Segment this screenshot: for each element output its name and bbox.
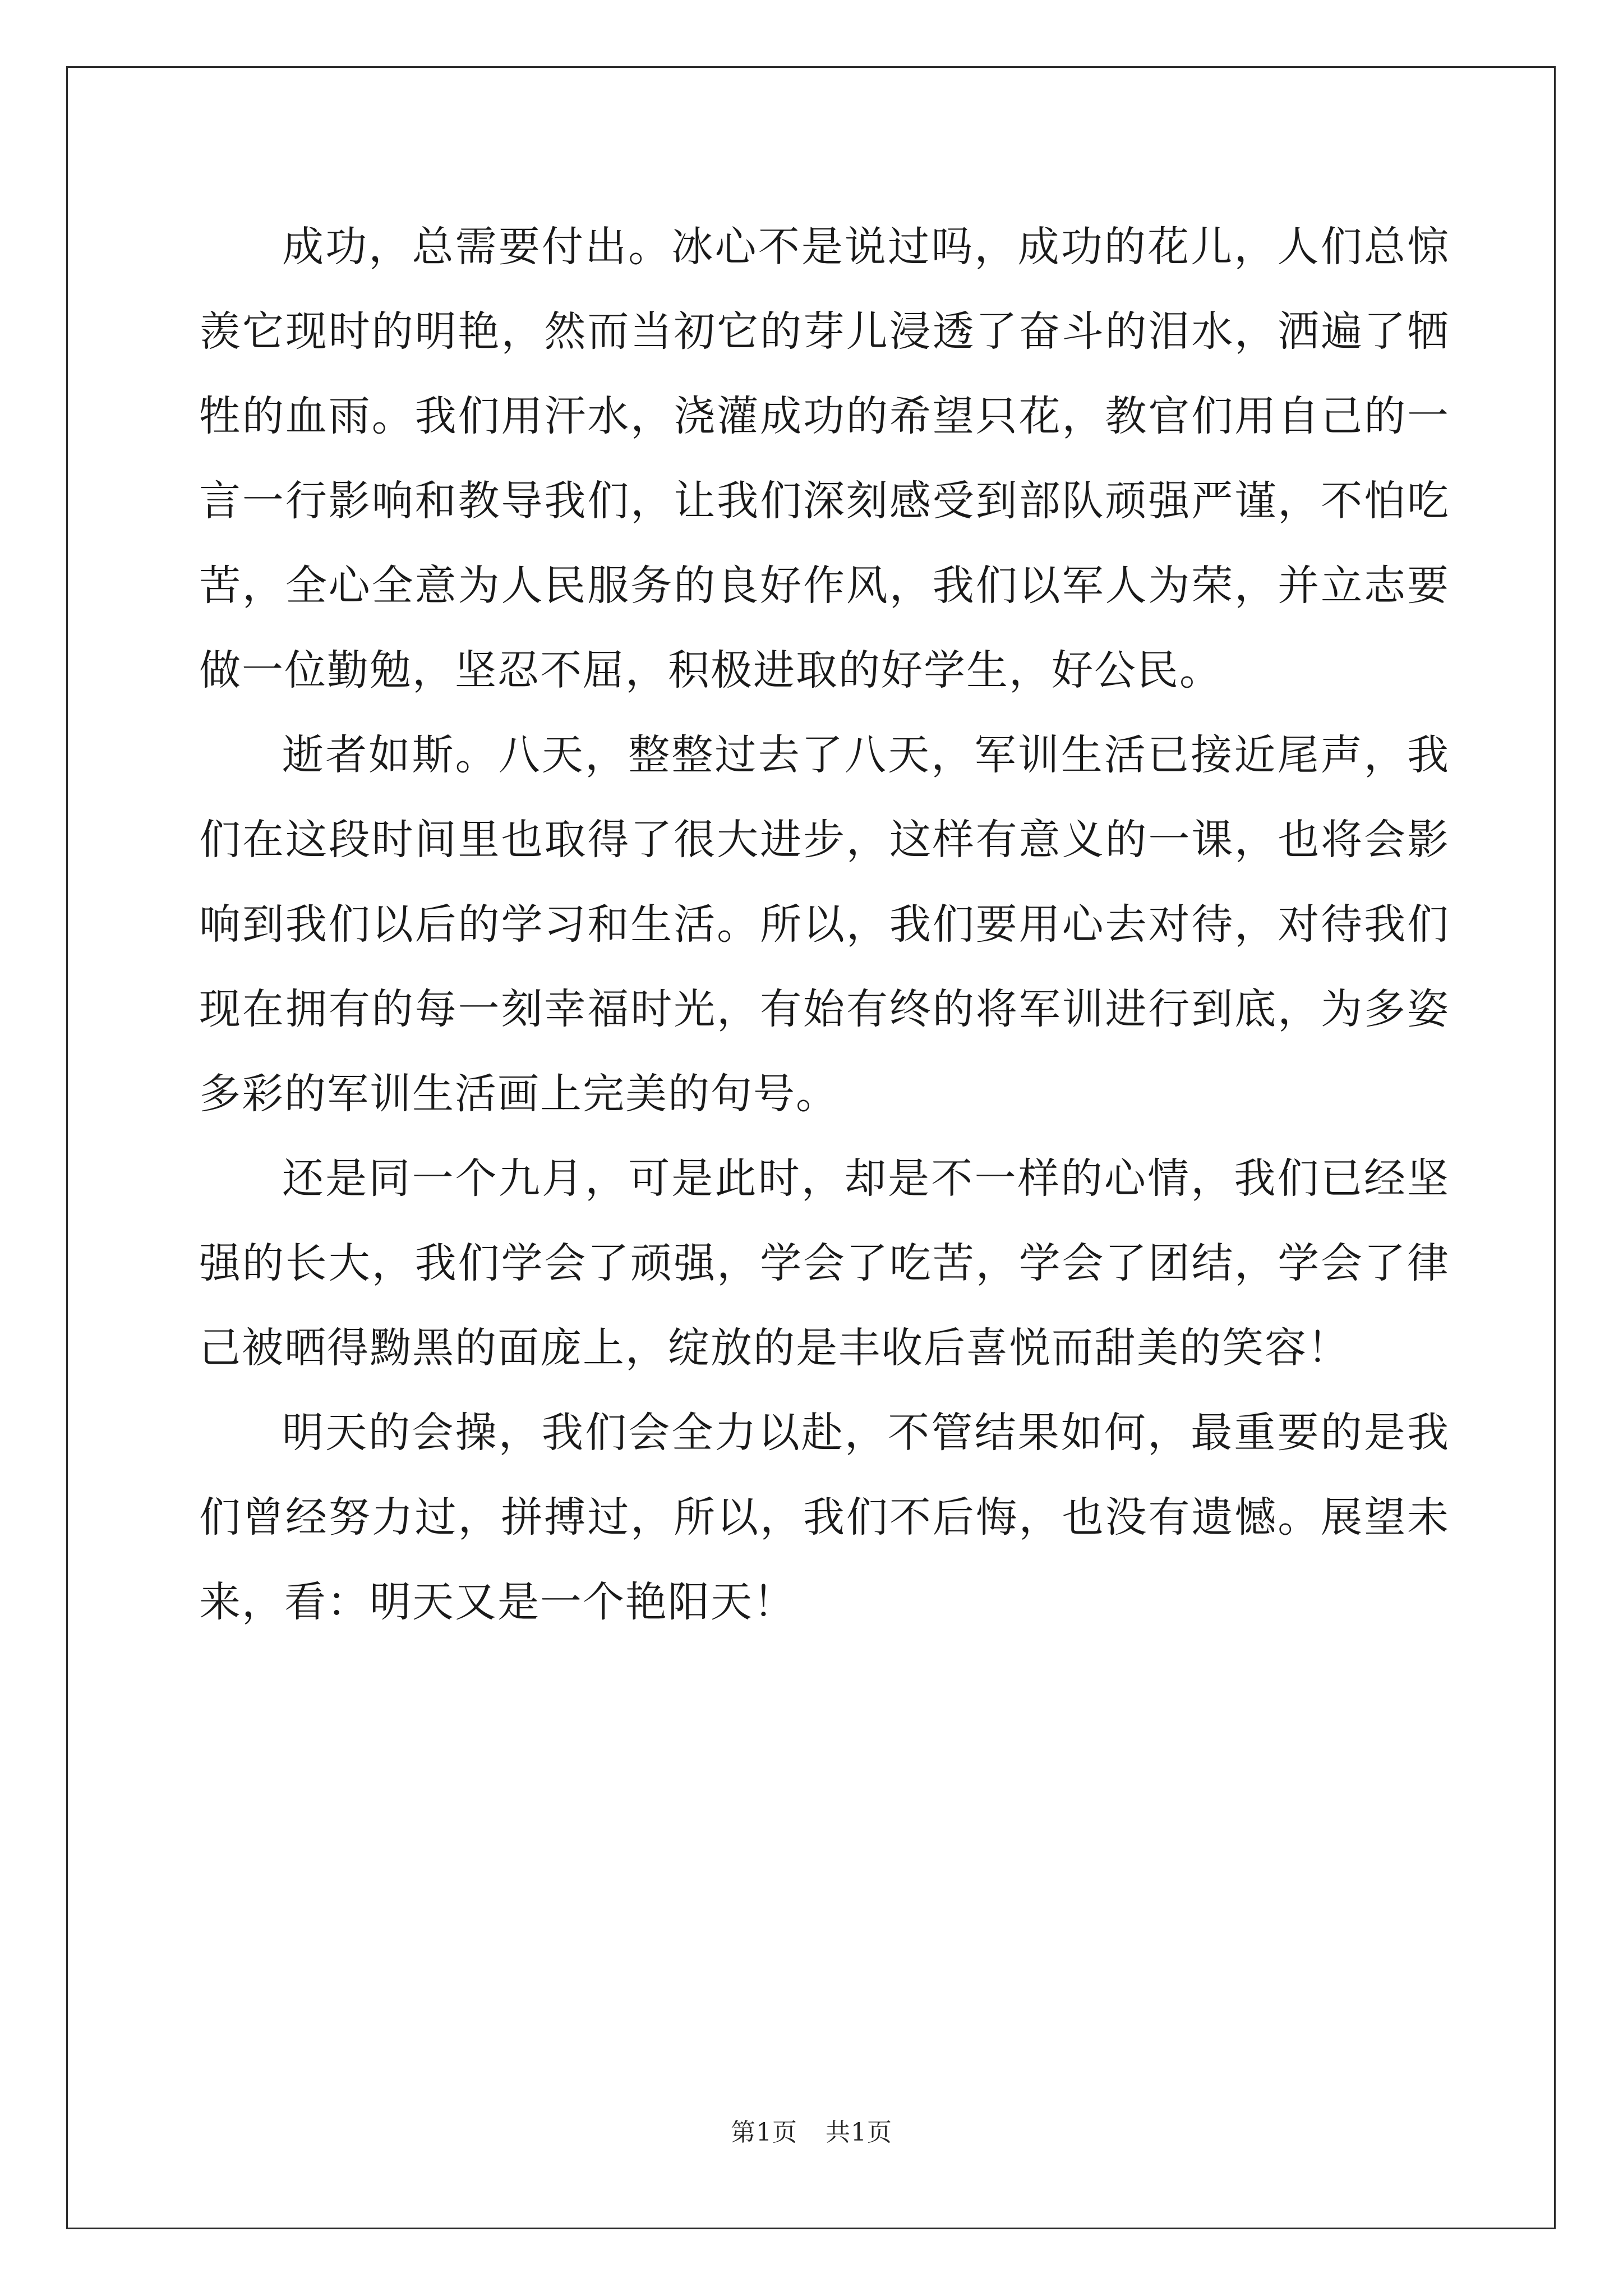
document-body xyxy=(199,205,1450,1645)
page-number-total: 共1页 xyxy=(826,2118,892,2147)
paragraph-2: 逝者如斯。八天，整整过去了八天，军训生活已接近尾声，我们在这段时间里也取得了很大进步，这样有意义的一课，也将会影响到我们以后的学习和生活。所以，我们要用心去对待，对待我们现在拥有的每一刻幸福时光，有始有终的将军训进行到底，为多姿多彩的军训生活画上完美的句号。 xyxy=(199,731,1450,1118)
paragraph-3: 还是同一个九月，可是此时，却是不一样的心情，我们已经坚强的长大，我们学会了顽强，学会了吃苦，学会了团结，学会了律己被晒得黝黑的面庞上，绽放的是丰收后喜悦而甜美的笑容！ xyxy=(199,1154,1450,1372)
page-number-current: 第1页 xyxy=(731,2118,797,2147)
paragraph-1: 成功，总需要付出。冰心不是说过吗，成功的花儿，人们总惊羡它现时的明艳，然而当初它的芽儿浸透了奋斗的泪水，洒遍了牺牲的血雨。我们用汗水，浇灌成功的希望只花，教官们用自己的一言一行影响和教导我们，让我们深刻感受到部队顽强严谨，不怕吃苦，全心全意为人民服务的良好作风，我们以军人为荣，并立志要做一位勤勉，坚忍不屈，积极进取的好学生，好公民。 xyxy=(199,223,1450,694)
page-footer xyxy=(0,2112,1623,2148)
paragraph-4: 明天的会操，我们会全力以赴，不管结果如何，最重要的是我们曾经努力过，拼搏过，所以，我们不后悔，也没有遗憾。展望未来，看：明天又是一个艳阳天！ xyxy=(199,1409,1450,1626)
